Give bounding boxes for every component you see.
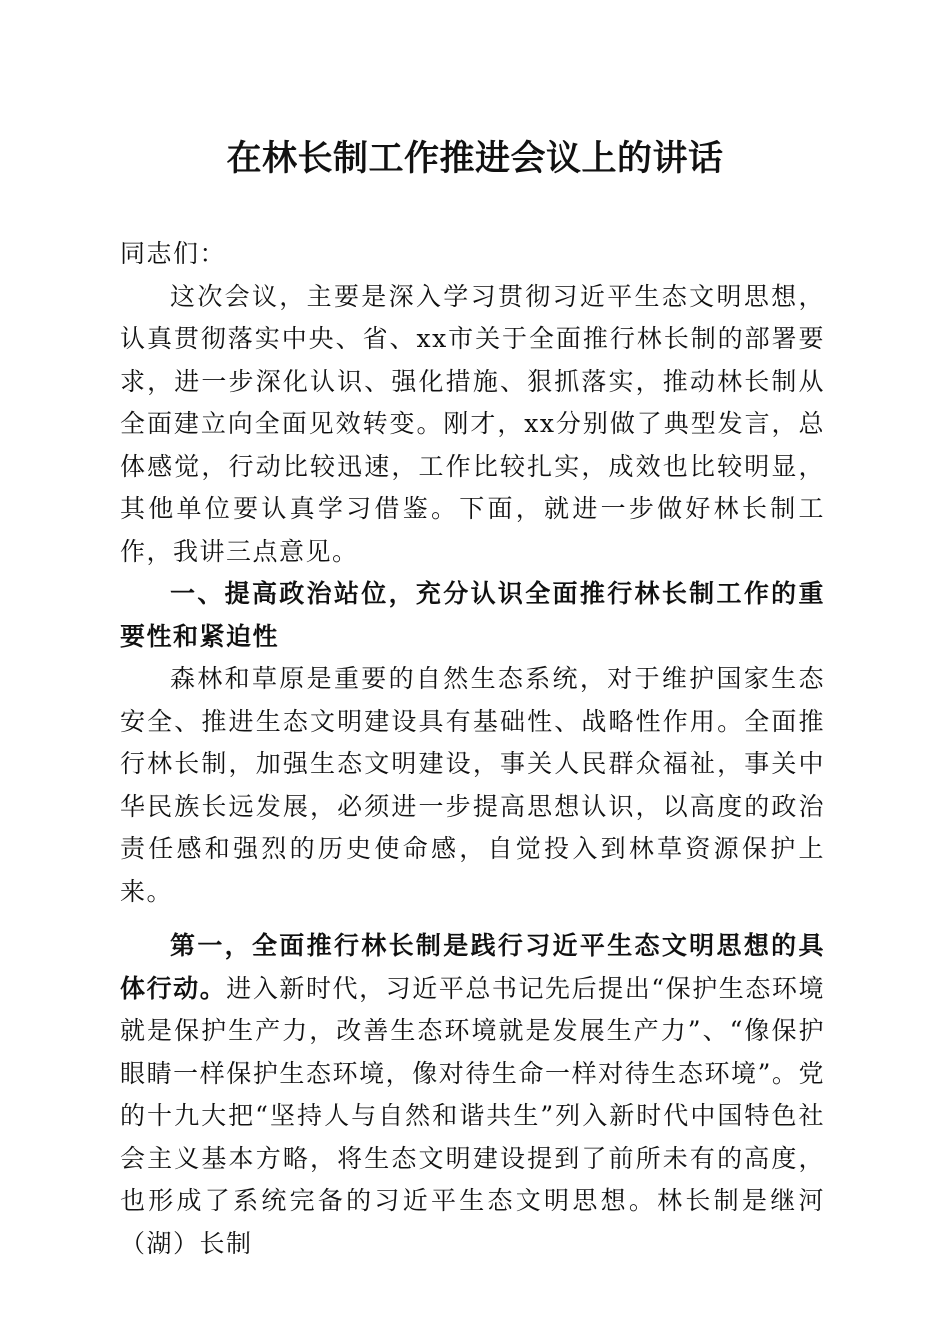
section-heading-1: 一、提高政治站位，充分认识全面推行林长制工作的重要性和紧迫性: [120, 579, 825, 651]
section-1-paragraph: 森林和草原是重要的自然生态系统，对于维护国家生态安全、推进生态文明建设具有基础性、战略性作用。全面推行林长制，加强生态文明建设，事关人民群众福祉，事关中华民族长远发展，必须进一步提高思想认识，以高度的政治责任感和强烈的历史使命感，自觉投入到林草资源保护上来。: [120, 664, 825, 906]
salutation: 同志们：: [120, 239, 227, 268]
page-title: 在林长制工作推进会议上的讲话: [226, 138, 724, 179]
document-body: [120, 233, 825, 1265]
intro-paragraph: 这次会议，主要是深入学习贯彻习近平生态文明思想，认真贯彻落实中央、省、xx市关于全面推行林长制的部署要求，进一步深化认识、强化措施、狠抓落实，推动林长制从全面建立向全面见效转变。刚才，xx分别做了典型发言，总体感觉，行动比较迅速，工作比较扎实，成效也比较明显，其他单位要认真学习借鉴。下面，就进一步做好林长制工作，我讲三点意见。: [120, 281, 825, 566]
point-1-text: 进入新时代，习近平总书记先后提出“保护生态环境就是保护生产力，改善生态环境就是发展生产力”、“像保护眼睛一样保护生态环境，像对待生命一样对待生态环境”。党的十九大把“坚持人与自然和谐共生”列入新时代中国特色社会主义基本方略，将生态文明建设提到了前所未有的高度，也形成了系统完备的习近平生态文明思想。林长制是继河（湖）长制: [120, 973, 825, 1258]
point-1-lead: 第一，全面推行林长制是践行习近平生态文明思想的具体行动。: [120, 931, 825, 1003]
point-1-paragraph: [120, 925, 825, 1265]
